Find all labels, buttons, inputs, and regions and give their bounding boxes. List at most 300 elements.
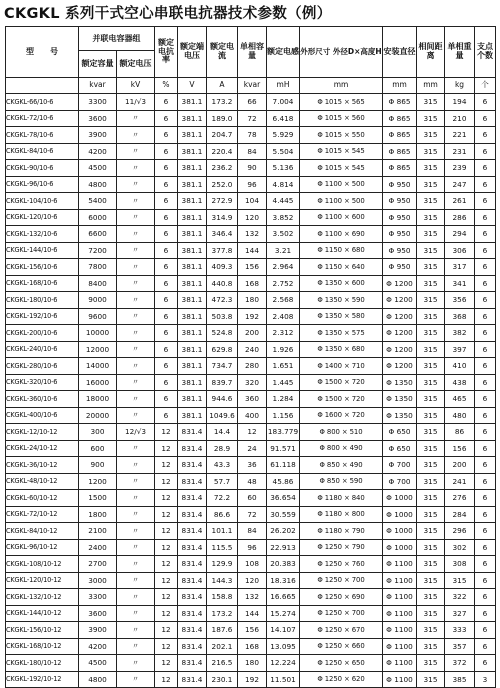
cell-rated-capacity: 2400 <box>79 539 117 556</box>
cell-rated-capacity: 3000 <box>79 572 117 589</box>
cell-mounting-diameter: Φ 1100 <box>383 589 417 606</box>
cell-terminal-voltage: 831.4 <box>178 589 207 606</box>
cell-rated-capacity: 18000 <box>79 391 117 408</box>
cell-mounting-diameter: Φ 1350 <box>383 407 417 424</box>
cell-reactance-rate: 12 <box>155 655 178 672</box>
cell-single-phase-weight: 241 <box>445 473 475 490</box>
cell-rated-capacity: 3900 <box>79 622 117 639</box>
cell-rated-current: 57.7 <box>207 473 238 490</box>
cell-terminal-voltage: 381.1 <box>178 193 207 210</box>
cell-rated-capacity: 16000 <box>79 374 117 391</box>
cell-rated-current: 236.2 <box>207 160 238 177</box>
cell-dimensions: Φ 1250 × 670 <box>300 622 383 639</box>
cell-model: CKGKL-144/10-12 <box>6 605 79 622</box>
cell-rated-current: 314.9 <box>207 209 238 226</box>
cell-phase-spacing: 315 <box>417 539 445 556</box>
cell-reactance-rate: 6 <box>155 110 178 127</box>
cell-rated-voltage: 〃 <box>117 143 155 160</box>
unit-phase-spacing: mm <box>417 78 445 94</box>
cell-insulator-count: 6 <box>475 358 496 375</box>
cell-insulator-count: 6 <box>475 193 496 210</box>
cell-terminal-voltage: 381.1 <box>178 358 207 375</box>
cell-reactance-rate: 12 <box>155 622 178 639</box>
cell-terminal-voltage: 381.1 <box>178 110 207 127</box>
cell-single-phase-capacity: 96 <box>238 539 267 556</box>
cell-terminal-voltage: 381.1 <box>178 292 207 309</box>
cell-rated-inductance: 30.559 <box>267 506 300 523</box>
cell-single-phase-weight: 284 <box>445 506 475 523</box>
cell-dimensions: Φ 1015 × 560 <box>300 110 383 127</box>
cell-phase-spacing: 315 <box>417 589 445 606</box>
cell-model: CKGKL-84/10-12 <box>6 523 79 540</box>
cell-terminal-voltage: 831.4 <box>178 490 207 507</box>
cell-dimensions: Φ 1500 × 720 <box>300 374 383 391</box>
cell-rated-capacity: 4800 <box>79 671 117 688</box>
cell-dimensions: Φ 1180 × 800 <box>300 506 383 523</box>
cell-single-phase-weight: 356 <box>445 292 475 309</box>
cell-insulator-count: 6 <box>475 655 496 672</box>
cell-single-phase-capacity: 168 <box>238 638 267 655</box>
cell-terminal-voltage: 381.1 <box>178 94 207 111</box>
table-row <box>6 341 496 358</box>
cell-phase-spacing: 315 <box>417 374 445 391</box>
cell-terminal-voltage: 831.4 <box>178 655 207 672</box>
table-row <box>6 127 496 144</box>
cell-phase-spacing: 315 <box>417 275 445 292</box>
cell-model: CKGKL-320/10-6 <box>6 374 79 391</box>
cell-single-phase-weight: 247 <box>445 176 475 193</box>
cell-mounting-diameter: Φ 1100 <box>383 671 417 688</box>
cell-model: CKGKL-240/10-6 <box>6 341 79 358</box>
cell-phase-spacing: 315 <box>417 127 445 144</box>
cell-phase-spacing: 315 <box>417 358 445 375</box>
cell-single-phase-weight: 368 <box>445 308 475 325</box>
cell-single-phase-capacity: 192 <box>238 671 267 688</box>
cell-terminal-voltage: 381.1 <box>178 374 207 391</box>
cell-model: CKGKL-156/10-12 <box>6 622 79 639</box>
cell-rated-inductance: 1.926 <box>267 341 300 358</box>
cell-terminal-voltage: 831.4 <box>178 572 207 589</box>
cell-rated-current: 377.8 <box>207 242 238 259</box>
cell-dimensions: Φ 1180 × 840 <box>300 490 383 507</box>
cell-rated-voltage: 〃 <box>117 589 155 606</box>
cell-reactance-rate: 6 <box>155 275 178 292</box>
header-terminal-voltage: 额定端电压 <box>178 27 207 78</box>
cell-rated-current: 14.4 <box>207 424 238 441</box>
cell-single-phase-capacity: 180 <box>238 655 267 672</box>
cell-single-phase-weight: 294 <box>445 226 475 243</box>
cell-dimensions: Φ 1150 × 640 <box>300 259 383 276</box>
cell-rated-voltage: 〃 <box>117 193 155 210</box>
cell-rated-voltage: 〃 <box>117 638 155 655</box>
cell-terminal-voltage: 381.1 <box>178 127 207 144</box>
cell-dimensions: Φ 1150 × 680 <box>300 242 383 259</box>
table-row <box>6 622 496 639</box>
cell-single-phase-capacity: 180 <box>238 292 267 309</box>
cell-single-phase-capacity: 84 <box>238 143 267 160</box>
table-row <box>6 638 496 655</box>
cell-dimensions: Φ 1015 × 545 <box>300 160 383 177</box>
cell-rated-voltage: 〃 <box>117 506 155 523</box>
cell-phase-spacing: 315 <box>417 407 445 424</box>
cell-rated-inductance: 1.284 <box>267 391 300 408</box>
cell-single-phase-weight: 302 <box>445 539 475 556</box>
cell-mounting-diameter: Φ 865 <box>383 160 417 177</box>
cell-phase-spacing: 315 <box>417 94 445 111</box>
cell-single-phase-capacity: 72 <box>238 110 267 127</box>
cell-model: CKGKL-84/10-6 <box>6 143 79 160</box>
cell-rated-capacity: 4800 <box>79 176 117 193</box>
cell-model: CKGKL-104/10-6 <box>6 193 79 210</box>
cell-rated-current: 944.6 <box>207 391 238 408</box>
cell-model: CKGKL-156/10-6 <box>6 259 79 276</box>
cell-reactance-rate: 12 <box>155 589 178 606</box>
cell-mounting-diameter: Φ 950 <box>383 209 417 226</box>
cell-mounting-diameter: Φ 1000 <box>383 490 417 507</box>
cell-reactance-rate: 6 <box>155 308 178 325</box>
cell-rated-inductance: 15.274 <box>267 605 300 622</box>
cell-terminal-voltage: 831.4 <box>178 556 207 573</box>
cell-rated-voltage: 〃 <box>117 572 155 589</box>
cell-single-phase-weight: 327 <box>445 605 475 622</box>
cell-single-phase-capacity: 132 <box>238 226 267 243</box>
cell-rated-voltage: 〃 <box>117 539 155 556</box>
cell-dimensions: Φ 850 × 590 <box>300 473 383 490</box>
cell-mounting-diameter: Φ 1100 <box>383 655 417 672</box>
cell-phase-spacing: 315 <box>417 193 445 210</box>
cell-rated-current: 409.3 <box>207 259 238 276</box>
cell-insulator-count: 6 <box>475 539 496 556</box>
cell-rated-capacity: 14000 <box>79 358 117 375</box>
cell-phase-spacing: 315 <box>417 506 445 523</box>
cell-rated-inductance: 13.095 <box>267 638 300 655</box>
cell-dimensions: Φ 1100 × 500 <box>300 193 383 210</box>
cell-rated-current: 839.7 <box>207 374 238 391</box>
cell-rated-current: 629.8 <box>207 341 238 358</box>
cell-reactance-rate: 6 <box>155 127 178 144</box>
cell-dimensions: Φ 1350 × 580 <box>300 308 383 325</box>
cell-rated-inductance: 36.654 <box>267 490 300 507</box>
cell-model: CKGKL-78/10-6 <box>6 127 79 144</box>
cell-insulator-count: 6 <box>475 638 496 655</box>
cell-phase-spacing: 315 <box>417 209 445 226</box>
table-row <box>6 143 496 160</box>
cell-reactance-rate: 6 <box>155 176 178 193</box>
cell-single-phase-capacity: 120 <box>238 572 267 589</box>
cell-single-phase-weight: 156 <box>445 440 475 457</box>
cell-rated-voltage: 〃 <box>117 209 155 226</box>
cell-model: CKGKL-96/10-12 <box>6 539 79 556</box>
cell-reactance-rate: 12 <box>155 490 178 507</box>
header-phase-spacing: 相间距离 <box>417 27 445 78</box>
cell-rated-inductance: 20.383 <box>267 556 300 573</box>
cell-rated-inductance: 26.202 <box>267 523 300 540</box>
cell-terminal-voltage: 831.4 <box>178 424 207 441</box>
cell-reactance-rate: 12 <box>155 523 178 540</box>
cell-rated-inductance: 1.156 <box>267 407 300 424</box>
cell-dimensions: Φ 1350 × 600 <box>300 275 383 292</box>
cell-rated-voltage: 〃 <box>117 457 155 474</box>
cell-rated-voltage: 〃 <box>117 160 155 177</box>
header-single-phase-capacity: 单相容量 <box>238 27 267 78</box>
cell-mounting-diameter: Φ 950 <box>383 226 417 243</box>
cell-single-phase-weight: 231 <box>445 143 475 160</box>
cell-reactance-rate: 6 <box>155 160 178 177</box>
cell-insulator-count: 6 <box>475 605 496 622</box>
cell-single-phase-capacity: 48 <box>238 473 267 490</box>
cell-reactance-rate: 6 <box>155 391 178 408</box>
cell-rated-capacity: 1200 <box>79 473 117 490</box>
cell-dimensions: Φ 1250 × 690 <box>300 589 383 606</box>
cell-dimensions: Φ 1250 × 620 <box>300 671 383 688</box>
cell-mounting-diameter: Φ 1100 <box>383 605 417 622</box>
cell-phase-spacing: 315 <box>417 341 445 358</box>
cell-rated-current: 187.6 <box>207 622 238 639</box>
table-row <box>6 655 496 672</box>
cell-single-phase-weight: 397 <box>445 341 475 358</box>
cell-single-phase-weight: 221 <box>445 127 475 144</box>
cell-rated-current: 734.7 <box>207 358 238 375</box>
cell-rated-voltage: 〃 <box>117 127 155 144</box>
cell-phase-spacing: 315 <box>417 622 445 639</box>
cell-dimensions: Φ 1500 × 720 <box>300 391 383 408</box>
cell-rated-inductance: 2.408 <box>267 308 300 325</box>
cell-phase-spacing: 315 <box>417 605 445 622</box>
cell-single-phase-capacity: 280 <box>238 358 267 375</box>
cell-rated-current: 204.7 <box>207 127 238 144</box>
cell-single-phase-weight: 385 <box>445 671 475 688</box>
cell-reactance-rate: 6 <box>155 193 178 210</box>
cell-rated-voltage: 〃 <box>117 341 155 358</box>
table-row <box>6 391 496 408</box>
cell-rated-capacity: 5400 <box>79 193 117 210</box>
table-row <box>6 407 496 424</box>
cell-mounting-diameter: Φ 950 <box>383 259 417 276</box>
cell-rated-current: 173.2 <box>207 94 238 111</box>
cell-insulator-count: 6 <box>475 226 496 243</box>
cell-single-phase-capacity: 192 <box>238 308 267 325</box>
cell-reactance-rate: 6 <box>155 209 178 226</box>
table-row <box>6 374 496 391</box>
cell-single-phase-weight: 322 <box>445 589 475 606</box>
cell-rated-inductance: 2.568 <box>267 292 300 309</box>
cell-rated-current: 189.0 <box>207 110 238 127</box>
cell-model: CKGKL-132/10-12 <box>6 589 79 606</box>
cell-rated-voltage: 〃 <box>117 275 155 292</box>
cell-reactance-rate: 6 <box>155 358 178 375</box>
cell-dimensions: Φ 850 × 490 <box>300 457 383 474</box>
cell-single-phase-capacity: 78 <box>238 127 267 144</box>
cell-mounting-diameter: Φ 1200 <box>383 358 417 375</box>
cell-model: CKGKL-108/10-12 <box>6 556 79 573</box>
cell-model: CKGKL-180/10-12 <box>6 655 79 672</box>
cell-rated-inductance: 3.502 <box>267 226 300 243</box>
cell-rated-current: 346.4 <box>207 226 238 243</box>
cell-rated-voltage: 〃 <box>117 440 155 457</box>
cell-single-phase-weight: 194 <box>445 94 475 111</box>
table-row <box>6 457 496 474</box>
cell-phase-spacing: 315 <box>417 292 445 309</box>
cell-dimensions: Φ 1250 × 660 <box>300 638 383 655</box>
cell-phase-spacing: 315 <box>417 391 445 408</box>
cell-rated-capacity: 4500 <box>79 655 117 672</box>
cell-insulator-count: 6 <box>475 506 496 523</box>
cell-rated-voltage: 〃 <box>117 292 155 309</box>
cell-model: CKGKL-120/10-12 <box>6 572 79 589</box>
cell-single-phase-weight: 382 <box>445 325 475 342</box>
cell-rated-capacity: 300 <box>79 424 117 441</box>
document-title: CKGKL 系列干式空心串联电抗器技术参数（例） <box>4 6 332 22</box>
table-row <box>6 556 496 573</box>
cell-rated-voltage: 〃 <box>117 391 155 408</box>
cell-insulator-count: 6 <box>475 292 496 309</box>
cell-terminal-voltage: 831.4 <box>178 440 207 457</box>
cell-rated-inductance: 2.752 <box>267 275 300 292</box>
cell-rated-inductance: 61.118 <box>267 457 300 474</box>
cell-rated-voltage: 〃 <box>117 605 155 622</box>
cell-single-phase-weight: 308 <box>445 556 475 573</box>
cell-mounting-diameter: Φ 865 <box>383 127 417 144</box>
cell-mounting-diameter: Φ 1350 <box>383 374 417 391</box>
cell-rated-voltage: 〃 <box>117 226 155 243</box>
table-row <box>6 671 496 688</box>
cell-rated-capacity: 7200 <box>79 242 117 259</box>
cell-model: CKGKL-72/10-6 <box>6 110 79 127</box>
cell-reactance-rate: 12 <box>155 457 178 474</box>
header-model: 型 号 <box>6 27 79 78</box>
cell-reactance-rate: 12 <box>155 671 178 688</box>
cell-phase-spacing: 315 <box>417 556 445 573</box>
cell-phase-spacing: 315 <box>417 655 445 672</box>
cell-single-phase-capacity: 240 <box>238 341 267 358</box>
cell-rated-current: 43.3 <box>207 457 238 474</box>
cell-rated-capacity: 6600 <box>79 226 117 243</box>
cell-single-phase-weight: 357 <box>445 638 475 655</box>
header-mounting-diameter: 安装直径 <box>383 27 417 78</box>
cell-dimensions: Φ 1015 × 565 <box>300 94 383 111</box>
cell-rated-voltage: 〃 <box>117 622 155 639</box>
cell-single-phase-capacity: 156 <box>238 622 267 639</box>
cell-rated-inductance: 16.665 <box>267 589 300 606</box>
cell-reactance-rate: 6 <box>155 325 178 342</box>
cell-rated-capacity: 9000 <box>79 292 117 309</box>
cell-insulator-count: 6 <box>475 209 496 226</box>
cell-mounting-diameter: Φ 1100 <box>383 622 417 639</box>
cell-rated-current: 86.6 <box>207 506 238 523</box>
cell-phase-spacing: 315 <box>417 473 445 490</box>
cell-model: CKGKL-200/10-6 <box>6 325 79 342</box>
table-row <box>6 193 496 210</box>
cell-rated-current: 202.1 <box>207 638 238 655</box>
cell-model: CKGKL-90/10-6 <box>6 160 79 177</box>
cell-mounting-diameter: Φ 1100 <box>383 638 417 655</box>
cell-insulator-count: 6 <box>475 259 496 276</box>
spec-table <box>5 26 496 688</box>
cell-rated-capacity: 8400 <box>79 275 117 292</box>
cell-insulator-count: 6 <box>475 424 496 441</box>
cell-reactance-rate: 12 <box>155 539 178 556</box>
cell-single-phase-weight: 296 <box>445 523 475 540</box>
cell-rated-inductance: 3.21 <box>267 242 300 259</box>
cell-single-phase-capacity: 104 <box>238 193 267 210</box>
unit-dimensions: mm <box>300 78 383 94</box>
cell-model: CKGKL-72/10-12 <box>6 506 79 523</box>
cell-phase-spacing: 315 <box>417 440 445 457</box>
cell-reactance-rate: 6 <box>155 242 178 259</box>
cell-mounting-diameter: Φ 1100 <box>383 572 417 589</box>
unit-reactance-rate: % <box>155 78 178 94</box>
cell-mounting-diameter: Φ 865 <box>383 143 417 160</box>
table-row <box>6 539 496 556</box>
cell-model: CKGKL-168/10-6 <box>6 275 79 292</box>
cell-single-phase-capacity: 84 <box>238 523 267 540</box>
unit-single-phase-capacity: kvar <box>238 78 267 94</box>
cell-rated-capacity: 4200 <box>79 638 117 655</box>
cell-single-phase-weight: 315 <box>445 572 475 589</box>
cell-phase-spacing: 315 <box>417 160 445 177</box>
cell-rated-inductance: 1.445 <box>267 374 300 391</box>
cell-rated-inductance: 5.136 <box>267 160 300 177</box>
table-row <box>6 440 496 457</box>
cell-rated-voltage: 〃 <box>117 374 155 391</box>
cell-dimensions: Φ 1600 × 720 <box>300 407 383 424</box>
cell-dimensions: Φ 1350 × 575 <box>300 325 383 342</box>
cell-mounting-diameter: Φ 1000 <box>383 523 417 540</box>
cell-rated-voltage: 11/√3 <box>117 94 155 111</box>
cell-single-phase-capacity: 156 <box>238 259 267 276</box>
cell-rated-current: 129.9 <box>207 556 238 573</box>
cell-rated-current: 220.4 <box>207 143 238 160</box>
cell-rated-inductance: 91.571 <box>267 440 300 457</box>
cell-rated-capacity: 3300 <box>79 589 117 606</box>
cell-model: CKGKL-96/10-6 <box>6 176 79 193</box>
cell-model: CKGKL-360/10-6 <box>6 391 79 408</box>
cell-insulator-count: 6 <box>475 440 496 457</box>
table-row <box>6 275 496 292</box>
cell-rated-capacity: 20000 <box>79 407 117 424</box>
table-row <box>6 110 496 127</box>
cell-single-phase-capacity: 96 <box>238 176 267 193</box>
cell-single-phase-capacity: 120 <box>238 209 267 226</box>
cell-rated-voltage: 〃 <box>117 407 155 424</box>
cell-mounting-diameter: Φ 650 <box>383 424 417 441</box>
cell-reactance-rate: 12 <box>155 440 178 457</box>
unit-rated-capacity: kvar <box>79 78 117 94</box>
table-row <box>6 589 496 606</box>
cell-rated-capacity: 4200 <box>79 143 117 160</box>
cell-single-phase-capacity: 24 <box>238 440 267 457</box>
cell-phase-spacing: 315 <box>417 523 445 540</box>
cell-phase-spacing: 315 <box>417 143 445 160</box>
table-row <box>6 242 496 259</box>
cell-single-phase-weight: 86 <box>445 424 475 441</box>
cell-terminal-voltage: 381.1 <box>178 176 207 193</box>
header-dimensions: 外形尺寸 外径D×高度H <box>300 27 383 78</box>
cell-rated-capacity: 900 <box>79 457 117 474</box>
cell-rated-capacity: 3900 <box>79 127 117 144</box>
cell-rated-capacity: 1500 <box>79 490 117 507</box>
cell-terminal-voltage: 381.1 <box>178 226 207 243</box>
cell-single-phase-capacity: 90 <box>238 160 267 177</box>
cell-mounting-diameter: Φ 1200 <box>383 292 417 309</box>
cell-model: CKGKL-60/10-12 <box>6 490 79 507</box>
cell-terminal-voltage: 831.4 <box>178 473 207 490</box>
cell-rated-capacity: 3600 <box>79 110 117 127</box>
table-row <box>6 176 496 193</box>
cell-rated-inductance: 4.814 <box>267 176 300 193</box>
cell-terminal-voltage: 831.4 <box>178 506 207 523</box>
cell-rated-inductance: 183.779 <box>267 424 300 441</box>
